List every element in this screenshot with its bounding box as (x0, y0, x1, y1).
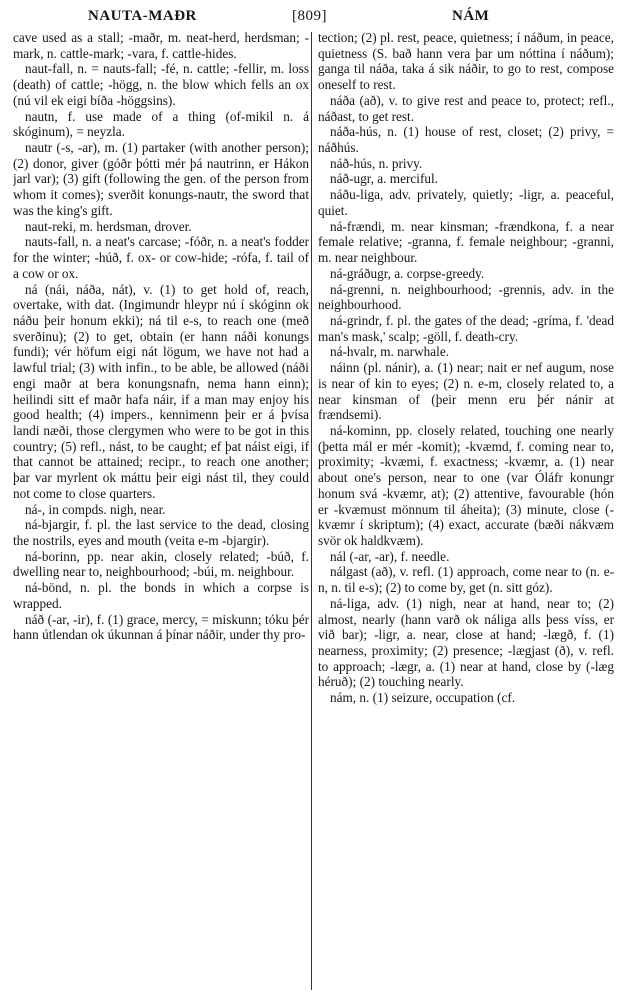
dictionary-entry: nám, n. (1) seizure, occupation (cf. (330, 690, 516, 706)
dictionary-entry: ná-kominn, pp. closely related, touching one nearly (þetta mál er mér -komit); -kvæmd, f. coming near to, proximity; -kvæmi, f. exactness; -kvæmr, a. (1) near about one's person, near to one (var Óláfr konungr honum svá -kvæmr, at); (2) attentive, favourable (hón er -kvæmust mönnum til áheita); (3) minute, close (-kvæmr í skriptum); (4) exact, accurate (bæði nákvæm svör ok haldkvæm). (318, 422, 614, 548)
dictionary-entry: cave used as a stall; -maðr, m. neat-herd, herdsman; -mark, n. cattle-mark; -vara, f. cattle-hides. (13, 30, 309, 61)
dictionary-entry: naut-reki, m. herdsman, drover. (25, 218, 192, 234)
page-header (0, 0, 625, 28)
dictionary-entry: nauts-fall, n. a neat's carcase; -fóðr, n. a neat's fodder for the winter; -húð, f. ox- or cow-hide; -rófa, f. tail of a cow or ox. (13, 234, 309, 281)
dictionary-entry: ná-frændi, m. near kinsman; -frændkona, f. a near female relative; -granna, f. female neighbour; -granni, m. near neighbour. (318, 218, 614, 266)
dictionary-entry: náð-ugr, a. merciful. (330, 171, 438, 187)
header-right-guideword: NÁM (452, 8, 490, 24)
dictionary-entry: nautr (-s, -ar), m. (1) partaker (with another person); (2) donor, giver (góðr þótti mér þá nautrinn, er Hákon jarl var); (3) gift (following the gen. of the person from whom it comes); sverðit konungs-nautr, the sword that was the king's gift. (13, 140, 309, 218)
dictionary-entry: ná-bjargir, f. pl. the last service to the dead, closing the nostrils, eyes and mouth (veita e-m -bjargir). (13, 517, 309, 548)
dictionary-entry: nálgast (að), v. refl. (1) approach, come near to (n. e-n, n. til e-s); (2) to come by, get (n. sitt góz). (318, 564, 614, 596)
dictionary-entry: ná-hvalr, m. narwhale. (330, 344, 450, 360)
dictionary-entry: ná-grindr, f. pl. the gates of the dead; -gríma, f. 'dead man's mask,' scalp; -göll, f. death-cry. (318, 312, 614, 344)
dictionary-entry: náð-hús, n. privy. (330, 155, 423, 171)
dictionary-entry: ná-bönd, n. pl. the bonds in which a corpse is wrapped. (13, 580, 309, 611)
dictionary-entry: náða (að), v. to give rest and peace to, protect; refl., náðast, to get rest. (318, 92, 614, 124)
dictionary-entry: ná-gráðugr, a. corpse-greedy. (330, 265, 485, 281)
dictionary-entry: ná-, in compds. nigh, near. (25, 501, 166, 517)
dictionary-entry: ná-grenni, n. neighbourhood; -grennis, adv. in the neighbourhood. (318, 281, 614, 313)
header-left-guideword: NAUTA-MAÐR (88, 8, 197, 24)
dictionary-entry: náinn (pl. nánir), a. (1) near; nait er nef augum, nose is near of kin to eyes; (2) n. e-m, closely related to, a near kinsman of (þeir menn eru þér nánir at frændsemi). (318, 360, 614, 423)
column-divider (311, 32, 312, 990)
dictionary-entry: náða-hús, n. (1) house of rest, closet; (2) privy, = náðhús. (318, 124, 614, 156)
page-number: [809] (292, 8, 327, 24)
dictionary-entry: ná (nái, náða, nát), v. (1) to get hold of, reach, overtake, with dat. (Ingimundr hleypr nú í skóginn ok náðu þeir honum ekki); ná til e-s, to reach one (með sverðinu); (2) to get, obtain (er hann náði konungs fundi); vér höfum eigi nát lögum, we have not had a lawful trial; (3) with infin., to be able, be allowed (náði engi maðr at bera konungsnafn, nema hann einn); heilindi sitt ef maðr hafa náir, if a man may enjoy his good health; (4) impers., kennimenn þeir er á þvísa landi næði, those clergymen who were to be got in this country; (5) refl., nást, to be caught; ef þat náist eigi, if that cannot be attained; recipr., to reach one another; þar var myrlent ok máttu þeir eigi nást til, they could not come to close quarters. (13, 281, 309, 501)
dictionary-entry: ná-borinn, pp. near akin, closely related; -búð, f. dwelling near to, neighbourhood; -búi, m. neighbour. (13, 548, 309, 580)
dictionary-entry: nál (-ar, -ar), f. needle. (330, 548, 450, 564)
dictionary-entry: náð (-ar, -ir), f. (1) grace, mercy, = miskunn; tóku þér hann útlendan ok úkunnan á þínar náðir, under thy pro- (13, 611, 309, 643)
dictionary-entry: ná-liga, adv. (1) nigh, near at hand, near to; (2) almost, nearly (hann varð ok náliga alls þess víss, er við bar); -ligr, a. near, close at hand; -lægð, f. (1) nearness, proximity; (2) presence; -lægjast (ð), v. refl. to approach; -lægr, a. (1) near at hand, close by (-læg héruð); (2) touching nearly. (318, 595, 614, 690)
dictionary-entry: tection; (2) pl. rest, peace, quietness; í náðum, in peace, quietness (S. bað hann vera þar um nóttina í náðum); ganga til náða, taka á sik náðir, to go to rest, compose oneself to rest. (318, 30, 614, 93)
right-column (318, 30, 614, 994)
dictionary-entry: nautn, f. use made of a thing (of-mikil n. á skóginum), = neyzla. (13, 108, 309, 140)
dictionary-entry: naut-fall, n. = nauts-fall; -fé, n. cattle; -fellir, m. loss (death) of cattle; -högg, n. the blow which fells an ox (nú vil ek eigi bíða -höggsins). (13, 61, 309, 108)
left-column (13, 30, 309, 994)
dictionary-entry: náðu-liga, adv. privately, quietly; -ligr, a. peaceful, quiet. (318, 187, 614, 218)
